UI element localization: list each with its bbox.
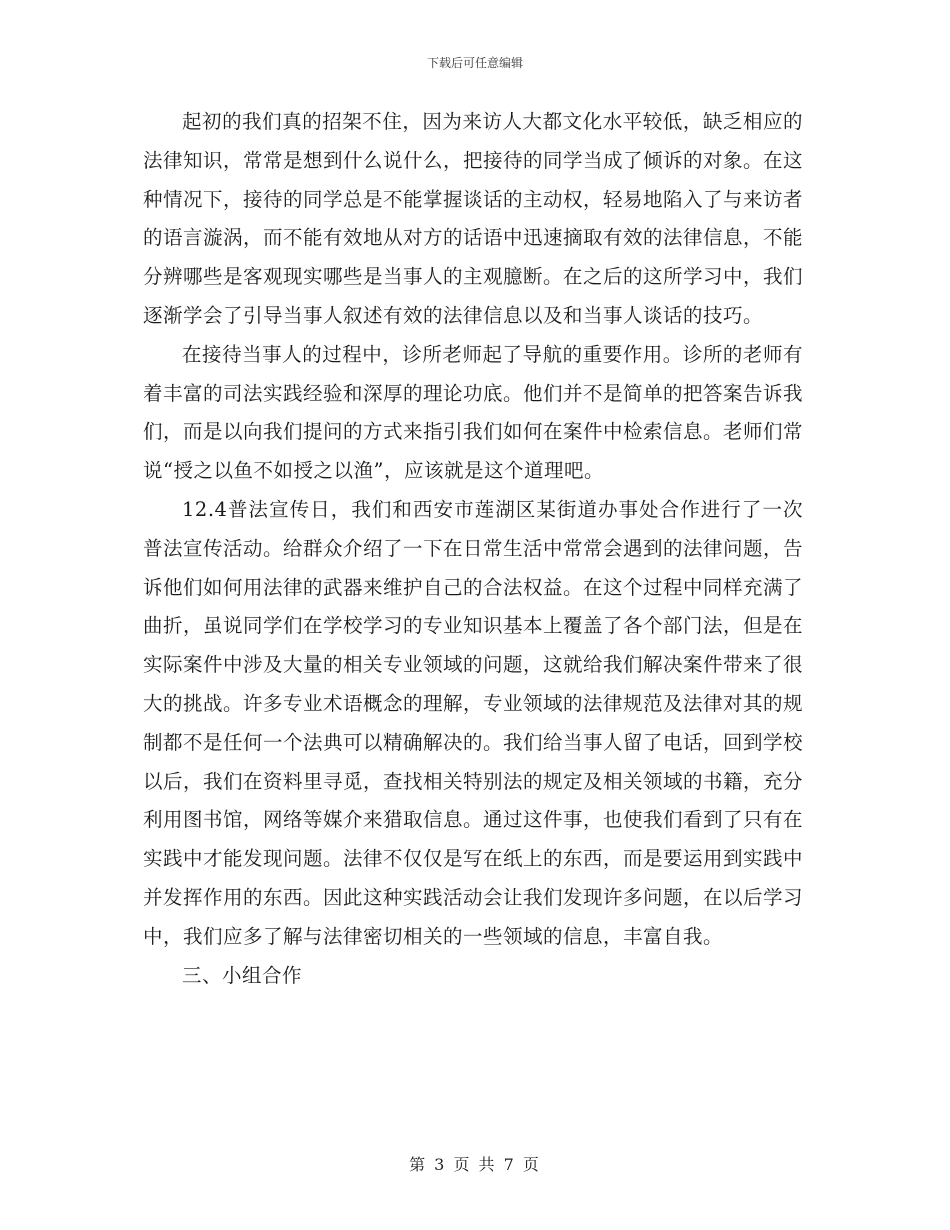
section-heading: 三、小组合作 <box>182 963 303 987</box>
paragraph-teacher-guidance: 在接待当事人的过程中，诊所老师起了导航的重要作用。诊所的老师有着丰富的司法实践经验和深厚的理论功底。他们并不是简单的把答案告诉我们，而是以向我们提问的方式来指引我们如何在案件中检索信息。老师们常说“授之以鱼不如授之以渔”，应该就是这个道理吧。 <box>143 342 804 483</box>
header-note: 下载后可任意编辑 <box>426 56 523 70</box>
paragraph-legal-publicity-day: 12.4普法宣传日，我们和西安市莲湖区某街道办事处合作进行了一次普法宣传活动。给群众介绍了一下在日常生活中常常会遇到的法律问题，告诉他们如何用法律的武器来维护自己的合法权益。在这个过程中同样充满了曲折，虽说同学们在学校学习的专业知识基本上覆盖了各个部门法，但是在实际案件中涉及大量的相关专业领域的问题，这就给我们解决案件带来了很大的挑战。许多专业术语概念的理解，专业领域的法律规范及法律对其的规制都不是任何一个法典可以精确解决的。我们给当事人留了电话，回到学校以后，我们在资料里寻觅，查找相关特别法的规定及相关领域的书籍，充分利用图书馆，网络等媒介来猎取信息。通过这件事，也使我们看到了只有在实践中才能发现问题。法律不仅仅是写在纸上的东西，而是要运用到实践中并发挥作用的东西。因此这种实践活动会让我们发现许多问题，在以后学习中，我们应多了解与法律密切相关的一些领域的信息，丰富自我。 <box>143 497 804 948</box>
paragraph-reception-difficulties: 起初的我们真的招架不住，因为来访人大都文化水平较低，缺乏相应的法律知识，常常是想到什么说什么，把接待的同学当成了倾诉的对象。在这种情况下，接待的同学总是不能掌握谈话的主动权，轻易地陷入了与来访者的语言漩涡，而不能有效地从对方的话语中迅速摘取有效的法律信息，不能分辨哪些是客观现实哪些是当事人的主观臆断。在之后的这所学习中，我们逐渐学会了引导当事人叙述有效的法律信息以及和当事人谈话的技巧。 <box>143 110 804 327</box>
page-number-footer: 第 3 页 共 7 页 <box>409 1155 541 1174</box>
document-body <box>143 103 803 995</box>
